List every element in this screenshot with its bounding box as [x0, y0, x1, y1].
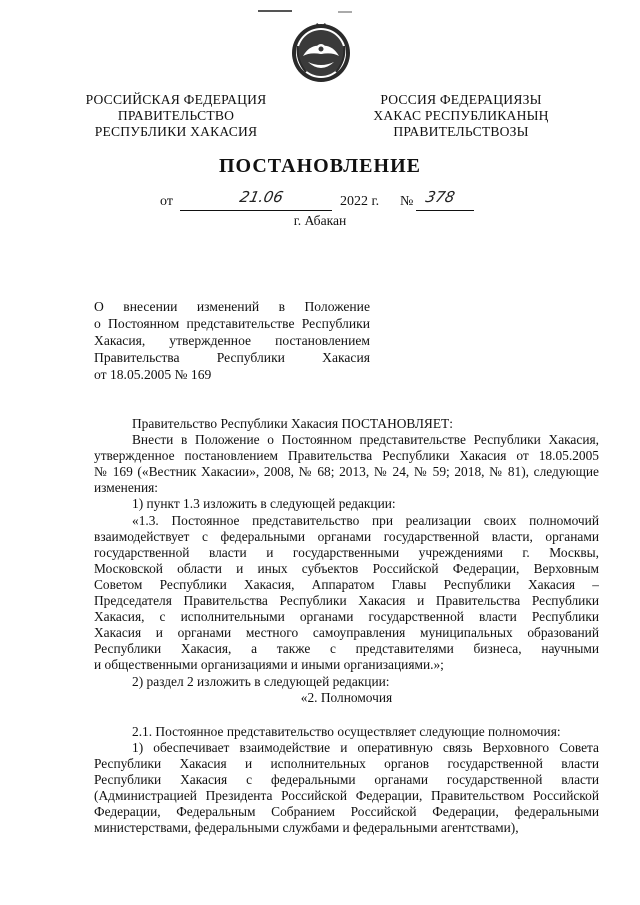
quote-line: государственной власти и государственными учреждениями г. Москвы, — [94, 544, 599, 560]
body-line: министерствами, федеральными службами и федеральными агентствами), — [94, 820, 519, 836]
body-line: утвержденное постановлением Правительства Республики Хакасия от 18.05.2005 — [94, 448, 599, 464]
body-line: 1) обеспечивает взаимодействие и оперативную связь Верховного Совета — [132, 739, 599, 755]
handwritten-date: 21.06 — [238, 188, 285, 206]
body-line: Республики Хакасия и исполнительных органов государственной власти — [94, 755, 599, 771]
city: г. Абакан — [293, 213, 347, 228]
body-line: Республики Хакасия с федеральными органами государственной власти — [94, 771, 599, 787]
body-line: Федерации, Федеральным Собранием Российской Федерации, федеральными — [94, 804, 599, 820]
quote-line: и общественными организациями и иными организациями.»; — [94, 657, 444, 673]
quote-line: «1.3. Постоянное представительство при реализации своих полномочий — [132, 512, 599, 528]
body-line: (Администрацией Президента Российской Федерации, Правительством Российской — [94, 788, 599, 804]
body-line: Внести в Положение о Постоянном представительстве Республики Хакасия, — [132, 432, 599, 448]
item-2: 2) раздел 2 изложить в следующей редакции: — [132, 673, 390, 689]
document-subject — [94, 298, 370, 383]
body-line: № 169 («Вестник Хакасии», 2008, № 68; 2013, № 24, № 59; 2018, № 81), следующие — [94, 464, 599, 480]
paragraph-2-1: 2.1. Постоянное представительство осуществляет следующие полномочия: — [132, 723, 561, 739]
scan-speck — [258, 10, 292, 12]
subject-line: Хакасия, утвержденное постановлением — [94, 333, 370, 348]
quote-line: Республики Хакасия, а также с представителями бизнеса, научными — [94, 641, 599, 657]
header-line: ПРАВИТЕЛЬСТВОЗЫ — [393, 124, 529, 139]
date-prefix: от — [160, 194, 173, 209]
item-1: 1) пункт 1.3 изложить в следующей редакции: — [132, 496, 396, 512]
number-sign: № — [400, 194, 414, 209]
quote-line: Советом Республики Хакасия, Аппаратом Главы Республики Хакасия – — [94, 576, 599, 592]
document-title: ПОСТАНОВЛЕНИЕ — [219, 155, 421, 177]
intro-paragraph: Правительство Республики Хакасия ПОСТАНОВЛЯЕТ: — [132, 416, 453, 431]
subject-line: о Постоянном представительстве Республики — [94, 316, 370, 331]
date-number-line — [160, 188, 490, 214]
date-underline — [180, 210, 332, 211]
header-line: РОССИЙСКАЯ ФЕДЕРАЦИЯ — [85, 92, 267, 107]
subject-line: Правительства Республики Хакасия — [94, 350, 370, 365]
document-body — [94, 416, 599, 836]
subject-line: О внесении изменений в Положение — [94, 299, 370, 314]
body-line: изменения: — [94, 480, 159, 496]
header-russian — [56, 92, 296, 140]
quote-line: Хакасия и органами местного самоуправления муниципальных образований — [94, 625, 599, 641]
quote-line: Председателя Правительства Республики Хакасия и Правительства Республики — [94, 593, 599, 609]
header-line: РОССИЯ ФЕДЕРАЦИЯЗЫ — [380, 92, 542, 107]
subject-line: от 18.05.2005 № 169 — [94, 367, 212, 382]
header-khakas — [341, 92, 581, 140]
header-line: ПРАВИТЕЛЬСТВО — [117, 108, 235, 123]
scan-speck — [338, 11, 352, 13]
quote-line: Хакасия, с исполнительными органами государственной власти Республики — [94, 609, 599, 625]
section-heading: «2. Полномочия — [300, 689, 393, 705]
header-line: ХАКАС РЕСПУБЛИКАНЫҢ — [373, 108, 549, 123]
quote-line: взаимодействует с федеральными органами государственной власти, органами — [94, 528, 599, 544]
header-line: РЕСПУБЛИКИ ХАКАСИЯ — [94, 124, 258, 139]
date-year: 2022 г. — [340, 194, 380, 209]
handwritten-number: 378 — [424, 188, 457, 206]
paragraph-gap — [94, 706, 599, 724]
coat-of-arms-emblem — [286, 16, 356, 86]
quote-line: Московской области и иных субъектов Российской Федерации, Верховным — [94, 560, 599, 576]
number-underline — [416, 210, 474, 211]
